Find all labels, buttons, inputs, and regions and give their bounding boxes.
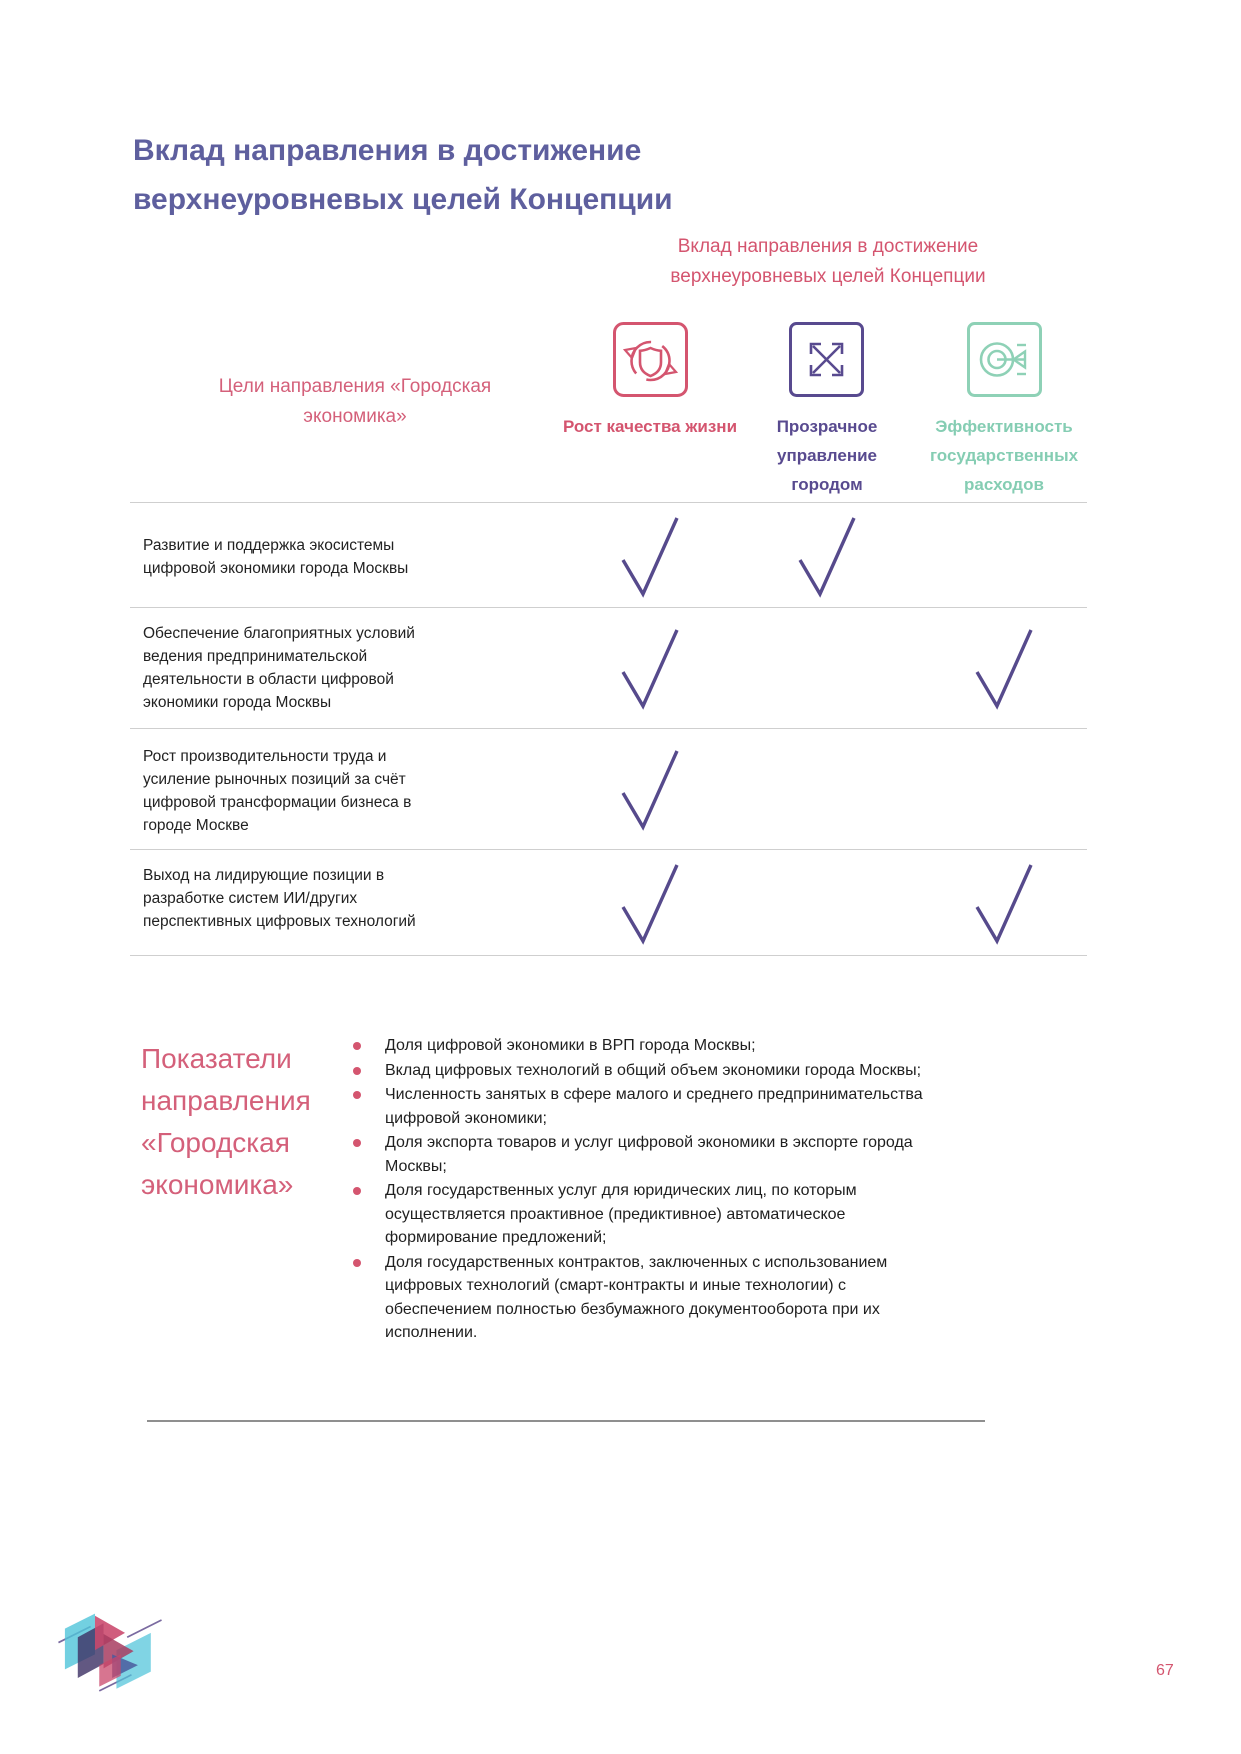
table-divider [130, 607, 1087, 608]
target-dart-icon [967, 322, 1042, 397]
column-label-quality-of-life: Рост качества жизни [562, 417, 738, 436]
checkmark [972, 626, 1036, 710]
expand-arrows-icon [789, 322, 864, 397]
checkmark [618, 861, 682, 945]
table-divider [130, 502, 1087, 503]
list-item: Вклад цифровых технологий в общий объем экономики города Москвы; [352, 1059, 927, 1083]
list-item: Доля цифровой экономики в ВРП города Москвы; [352, 1034, 927, 1058]
checkmark [795, 514, 859, 598]
column-label-spending-efficiency: Эффективность государственных расходов [929, 417, 1079, 494]
list-item: Численность занятых в сфере малого и среднего предпринимательства цифровой экономики; [352, 1083, 927, 1130]
matrix-subtitle: Вклад направления в достижение верхнеуровневых целей Концепции [670, 236, 986, 287]
checkmark [618, 514, 682, 598]
footer-rule [147, 1420, 985, 1422]
list-item: Доля экспорта товаров и услуг цифровой экономики в экспорте города Москвы; [352, 1131, 927, 1178]
checkmark [972, 861, 1036, 945]
page-title: Вклад направления в достижение верхнеуровневых целей Концепции [133, 134, 673, 217]
page-number: 67 [1156, 1662, 1174, 1679]
goal-row: Выход на лидирующие позиции в разработке систем ИИ/других перспективных цифровых технологий [143, 867, 416, 930]
indicators-list [352, 1034, 927, 1346]
goal-row: Обеспечение благоприятных условий ведения предпринимательской деятельности в области цифровой экономики города Москвы [143, 625, 415, 711]
checkmark [618, 626, 682, 710]
goal-row: Рост производительности труда и усиление рыночных позиций за счёт цифровой трансформации бизнеса в городе Москве [143, 748, 412, 834]
checkmark [618, 747, 682, 831]
table-divider [130, 849, 1087, 850]
list-item: Доля государственных контрактов, заключенных с использованием цифровых технологий (смарт-контракты и иные технологии) с обеспечением полностью безбумажного документооборота при их исполнении. [352, 1251, 927, 1345]
refresh-shield-icon [613, 322, 688, 397]
list-item: Доля государственных услуг для юридических лиц, по которым осуществляется проактивное (предиктивное) автоматическое формирование предложений; [352, 1179, 927, 1250]
goal-row: Развитие и поддержка экосистемы цифровой экономики города Москвы [143, 537, 409, 577]
goals-column-header: Цели направления «Городская экономика» [218, 376, 492, 427]
table-divider [130, 955, 1087, 956]
column-label-transparent-governance: Прозрачное управление городом [776, 417, 878, 494]
brand-logo [56, 1605, 164, 1707]
table-divider [130, 728, 1087, 729]
indicators-heading: Показатели направления «Городская экономика» [141, 1043, 311, 1200]
